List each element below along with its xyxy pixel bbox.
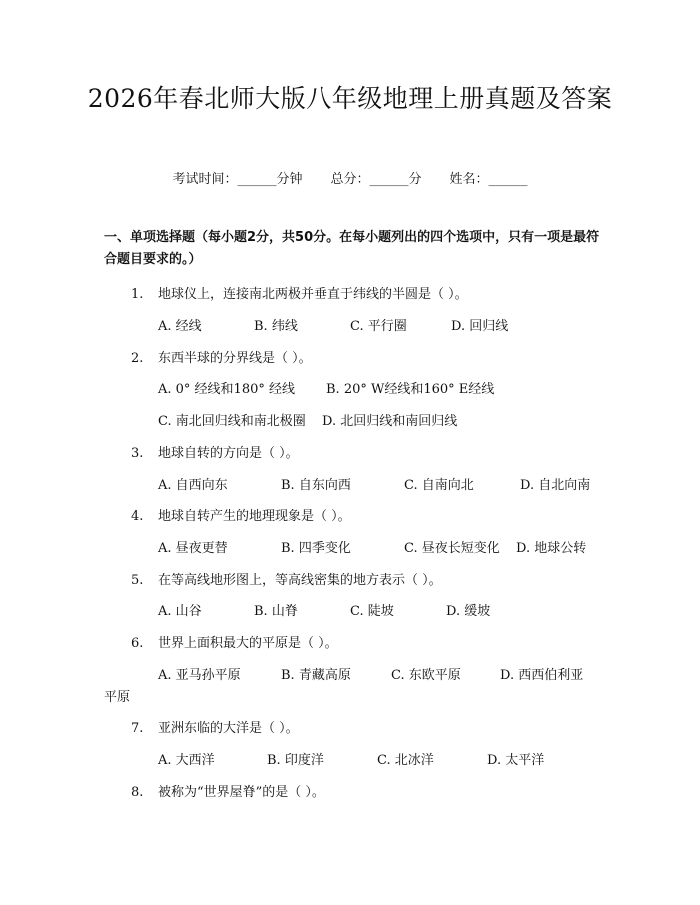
question-text: 被称为“世界屋脊”的是（ ）。 — [158, 785, 325, 800]
question-6 — [131, 632, 338, 651]
option-d: D. 地球公转 — [516, 541, 587, 556]
question-number: 5. — [131, 573, 144, 588]
option-c: C. 自南向北 — [404, 478, 474, 493]
question-text: 在等高线地形图上，等高线密集的地方表示（ ）。 — [158, 573, 442, 588]
question-number: 3. — [131, 446, 144, 461]
option-b: B. 山脊 — [254, 604, 298, 619]
question-text: 地球自转的方向是（ ）。 — [158, 446, 299, 461]
student-name-field: 姓名：______ — [449, 172, 528, 187]
option-a: A. 昼夜更替 — [158, 541, 228, 556]
option-d: D. 西西伯利亚 — [500, 668, 584, 683]
question-text: 东西半球的分界线是（ ）。 — [158, 351, 312, 366]
total-score-field: 总分：______分 — [330, 172, 422, 187]
option-c: C. 东欧平原 — [391, 668, 461, 683]
question-text: 世界上面积最大的平原是（ ）。 — [158, 636, 338, 651]
question-text: 地球仪上，连接南北两极并垂直于纬线的半圆是（ ）。 — [158, 287, 468, 302]
option-c: C. 陡坡 — [350, 604, 394, 619]
option-a: A. 0° 经线和180° 经线 — [158, 382, 296, 397]
question-8 — [131, 781, 325, 800]
question-number: 4. — [131, 509, 144, 524]
option-d: D. 太平洋 — [487, 753, 545, 768]
option-a: A. 亚马孙平原 — [158, 668, 241, 683]
exam-time-field: 考试时间：______分钟 — [172, 172, 303, 187]
option-c: C. 昼夜长短变化 — [404, 541, 500, 556]
question-number: 7. — [131, 721, 144, 736]
option-c: C. 平行圈 — [350, 319, 407, 334]
option-b: B. 20° W经线和160° E经线 — [326, 382, 495, 397]
option-b: B. 纬线 — [254, 319, 298, 334]
option-a: A. 山谷 — [158, 604, 202, 619]
option-d-continuation: 平原 — [104, 690, 131, 705]
option-d: D. 缓坡 — [446, 604, 491, 619]
question-7 — [131, 717, 299, 736]
question-5 — [131, 569, 442, 588]
option-a: A. 大西洋 — [158, 753, 215, 768]
option-c: C. 北冰洋 — [377, 753, 434, 768]
question-number: 1. — [131, 287, 144, 302]
option-b: B. 青藏高原 — [281, 668, 351, 683]
exam-info-line — [0, 168, 700, 187]
option-a: A. 自西向东 — [158, 478, 228, 493]
option-d: D. 自北向南 — [520, 478, 591, 493]
question-text: 地球自转产生的地理现象是（ ）。 — [158, 509, 351, 524]
option-c: C. 南北回归线和南北极圈 — [158, 414, 306, 429]
question-2 — [131, 347, 312, 366]
option-d: D. 回归线 — [451, 319, 509, 334]
question-number: 2. — [131, 351, 144, 366]
option-b: B. 自东向西 — [281, 478, 351, 493]
option-a: A. 经线 — [158, 319, 202, 334]
option-b: B. 四季变化 — [281, 541, 351, 556]
section-heading: 一、单项选择题（每小题2分，共50分。在每小题列出的四个选项中，只有一项是最符合题目要求的。） — [104, 230, 600, 267]
question-number: 8. — [131, 785, 144, 800]
question-4 — [131, 505, 351, 524]
question-1 — [131, 283, 468, 302]
question-text: 亚洲东临的大洋是（ ）。 — [158, 721, 299, 736]
question-3 — [131, 442, 299, 461]
option-b: B. 印度洋 — [267, 753, 324, 768]
page-title: 2026年春北师大版八年级地理上册真题及答案 — [87, 84, 613, 113]
option-d: D. 北回归线和南回归线 — [322, 414, 458, 429]
question-number: 6. — [131, 636, 144, 651]
